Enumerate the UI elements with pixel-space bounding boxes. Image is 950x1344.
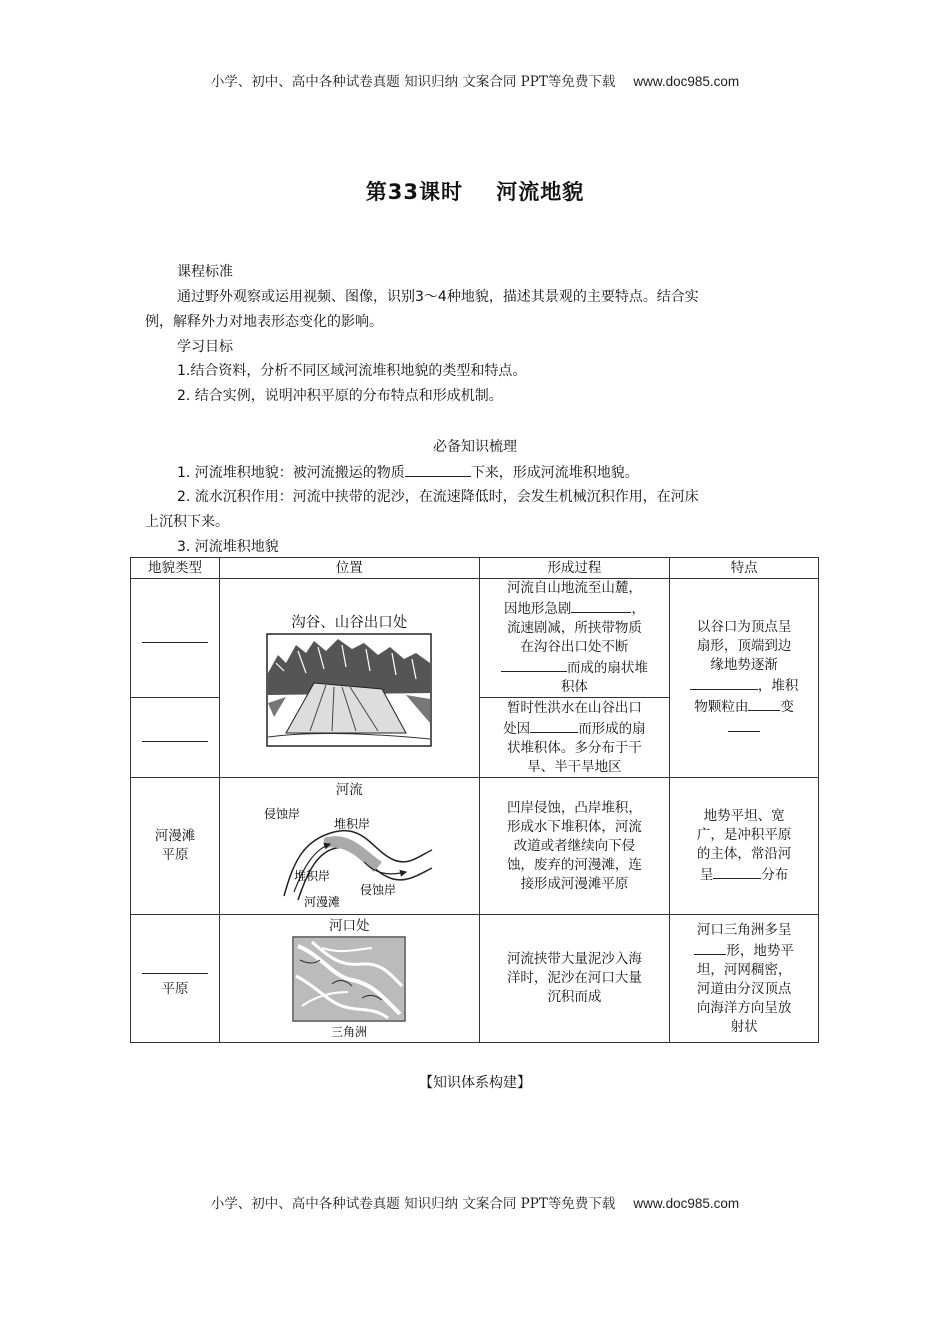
item1-pre: 1. 河流堆积地貌：被河流搬运的物质 bbox=[177, 465, 405, 481]
item-3: 3. 河流堆积地貌 bbox=[177, 539, 279, 555]
fig-label-floodplain: 河漫滩 bbox=[304, 894, 341, 909]
process-a-l6: 积体 bbox=[560, 679, 588, 695]
header-text: 小学、初中、高中各种试卷真题 知识归纳 文案合同 PPT等免费下载 bbox=[210, 74, 616, 90]
location-label-fan: 沟谷、山谷出口处 bbox=[291, 614, 408, 631]
location-label-river: 河流 bbox=[335, 781, 363, 798]
goal-1: 1.结合资料，分析不同区域河流堆积地貌的类型和特点。 bbox=[177, 363, 527, 379]
goal-2: 2. 结合实例，说明冲积平原的分布特点和形成机制。 bbox=[177, 388, 503, 404]
table-header-row bbox=[131, 558, 819, 579]
meander-illustration bbox=[264, 800, 434, 912]
type-floodplain: 河漫滩 平原 bbox=[131, 778, 220, 915]
type-blank-2 bbox=[131, 698, 220, 778]
header-process: 形成过程 bbox=[479, 558, 670, 579]
alluvial-fan-illustration bbox=[266, 633, 432, 747]
page-footer bbox=[0, 1192, 950, 1212]
knowledge-system-heading: 【知识体系构建】 bbox=[419, 1075, 531, 1091]
location-cell-river bbox=[219, 778, 479, 915]
header-type: 地貌类型 bbox=[131, 558, 220, 579]
table-row bbox=[131, 778, 819, 915]
header-site[interactable]: www.doc985.com bbox=[633, 74, 740, 89]
page-title: 第33课时 河流地貌 bbox=[365, 180, 585, 204]
table-row bbox=[131, 579, 819, 698]
footer-text: 小学、初中、高中各种试卷真题 知识归纳 文案合同 PPT等免费下载 bbox=[210, 1196, 616, 1212]
process-cell-floodplain: 凹岸侵蚀，凸岸堆积， 形成水下堆积体，河流 改道或者继续向下侵 蚀，废弃的河漫滩，连 接形成河漫滩平原 bbox=[479, 778, 670, 915]
blank-1 bbox=[405, 462, 471, 477]
section-heading: 必备知识梳理 bbox=[433, 439, 517, 455]
feature-cell-delta: 河口三角洲多呈 形，地势平 坦，河网稠密， 河道由分汊顶点 向海洋方向呈放 射状 bbox=[670, 915, 819, 1043]
delta-illustration bbox=[292, 936, 406, 1040]
standard-heading: 课程标准 bbox=[177, 264, 233, 280]
standard-line2: 例，解释外力对地表形态变化的影响。 bbox=[145, 314, 383, 330]
item-2-line2: 上沉积下来。 bbox=[145, 514, 229, 530]
footer-site[interactable]: www.doc985.com bbox=[633, 1196, 740, 1211]
fig-label-delta: 三角洲 bbox=[331, 1025, 368, 1039]
feature-cell-floodplain: 地势平坦、宽 广，是冲积平原 的主体，常沿河 呈 分布 bbox=[670, 778, 819, 915]
process-a-l4: 在沟谷出口处不断 bbox=[520, 639, 629, 655]
page-header bbox=[0, 70, 950, 90]
fig-label-erosion-1: 侵蚀岸 bbox=[264, 806, 301, 821]
header-location: 位置 bbox=[219, 558, 479, 579]
process-cell-delta: 河流挟带大量泥沙入海 洋时，泥沙在河口大量 沉积而成 bbox=[479, 915, 670, 1043]
type-delta: 平原 bbox=[131, 915, 220, 1043]
fig-label-deposit-2: 堆积岸 bbox=[294, 868, 331, 883]
item-1 bbox=[177, 462, 639, 483]
item1-post: 下来，形成河流堆积地貌。 bbox=[470, 465, 639, 481]
table-row bbox=[131, 915, 819, 1043]
process-a-l1: 河流自山地流至山麓， bbox=[506, 580, 642, 596]
fig-label-deposit-1: 堆积岸 bbox=[334, 816, 371, 831]
standard-line1: 通过野外观察或运用视频、图像，识别3～4种地貌，描述其景观的主要特点。结合实 bbox=[177, 289, 699, 305]
location-label-delta: 河口处 bbox=[329, 918, 370, 934]
type-blank-1 bbox=[131, 579, 220, 698]
process-cell-b: 暂时性洪水在山谷出口 处因 而形成的扇 状堆积体。多分布于干 旱、半干旱地区 bbox=[479, 698, 670, 778]
location-cell-delta bbox=[219, 915, 479, 1043]
header-feature: 特点 bbox=[670, 558, 819, 579]
goals-heading: 学习目标 bbox=[177, 339, 233, 355]
location-cell-fan bbox=[219, 579, 479, 778]
item-2-line1: 2. 流水沉积作用：河流中挟带的泥沙，在流速降低时，会发生机械沉积作用，在河床 bbox=[177, 489, 699, 505]
process-a-l3: 流速剧减，所挟带物质 bbox=[506, 620, 642, 636]
feature-cell-fan: 以谷口为顶点呈 扇形，顶端到边 缘地势逐渐 ，堆积 物颗粒由 变 bbox=[670, 579, 819, 778]
landform-table bbox=[130, 557, 819, 1043]
fig-label-erosion-2: 侵蚀岸 bbox=[360, 882, 397, 897]
process-a-l2: 因地形急剧 ， bbox=[484, 598, 666, 619]
process-a-l5: 而成的扇状堆 bbox=[484, 657, 666, 678]
process-cell-a bbox=[479, 579, 670, 698]
